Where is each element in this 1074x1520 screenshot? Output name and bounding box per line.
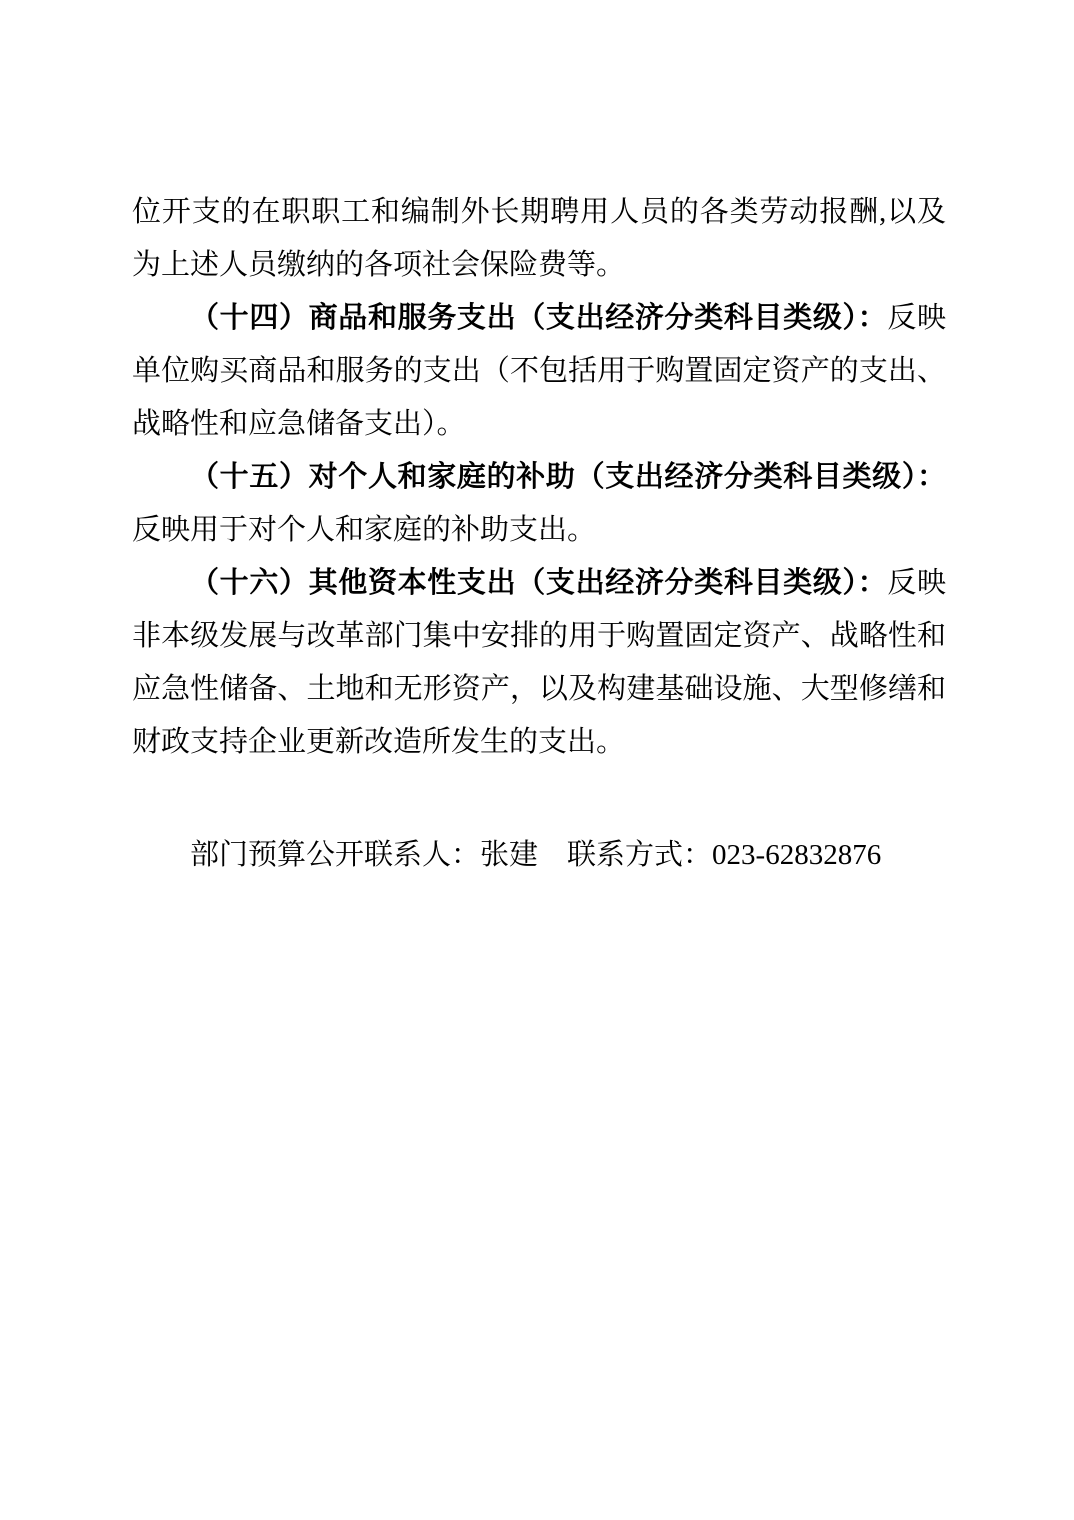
- document-line: [132, 186, 946, 239]
- document-line: [132, 292, 946, 345]
- document-line: [132, 398, 946, 451]
- document-line: [132, 663, 946, 716]
- document-line: [132, 345, 946, 398]
- document-line: [132, 239, 946, 292]
- paragraph-budget-disclosure-contact: [132, 829, 946, 882]
- document-body: [132, 186, 946, 882]
- document-line: [132, 610, 946, 663]
- heading-run: （十四）商品和服务支出（支出经济分类科目类级）：: [190, 302, 888, 334]
- paragraph-15-subsidies-to-individuals-and-families: [132, 451, 946, 557]
- heading-run: （十六）其他资本性支出（支出经济分类科目类级）：: [190, 567, 888, 599]
- text-run: 为上述人员缴纳的各项社会保险费等。: [132, 249, 626, 281]
- document-line: [132, 829, 946, 882]
- text-run: 财政支持企业更新改造所发生的支出。: [132, 726, 626, 758]
- text-run: 反映: [887, 567, 946, 599]
- text-run: 位开支的在职职工和编制外长期聘用人员的各类劳动报酬,以及: [132, 196, 946, 228]
- text-run: 反映用于对个人和家庭的补助支出。: [132, 514, 597, 546]
- text-run: 部门预算公开联系人：张建: [190, 839, 539, 871]
- paragraph-16-other-capital-expenditure: [132, 557, 946, 769]
- text-run: [538, 839, 567, 871]
- heading-run: （十五）对个人和家庭的补助（支出经济分类科目类级）：: [190, 461, 946, 493]
- text-run: 战略性和应急储备支出）。: [132, 408, 466, 440]
- text-run: 联系方式：: [567, 839, 713, 871]
- document-line: [132, 451, 946, 504]
- paragraph-wages-continuation: [132, 186, 946, 292]
- document-line: [132, 716, 946, 769]
- phone-number: 023-62832876: [712, 839, 882, 871]
- document-line: [132, 504, 946, 557]
- text-run: 单位购买商品和服务的支出（不包括用于购置固定资产的支出、: [132, 355, 946, 387]
- paragraph-14-goods-and-services-expenditure: [132, 292, 946, 451]
- document-line: [132, 557, 946, 610]
- text-run: 反映: [887, 302, 946, 334]
- text-run: 非本级发展与改革部门集中安排的用于购置固定资产、战略性和: [132, 620, 946, 652]
- text-run: 应急性储备、土地和无形资产，以及构建基础设施、大型修缮和: [132, 673, 946, 705]
